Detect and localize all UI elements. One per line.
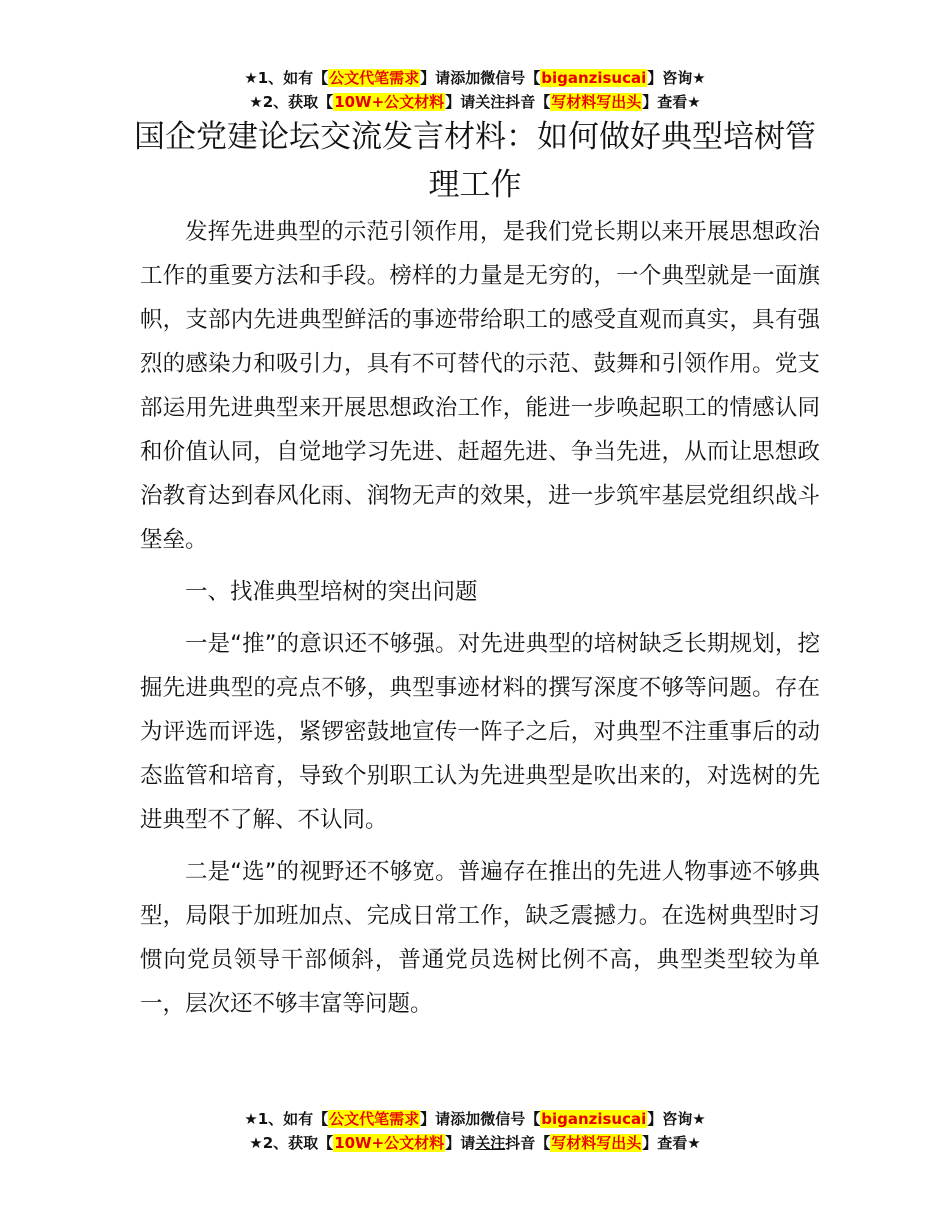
banner-text: 】查看★ [642, 93, 701, 111]
banner-line-2 [0, 1131, 950, 1155]
banner-line-2 [0, 90, 950, 114]
banner-highlight: 公文代笔需求 [329, 1110, 420, 1128]
banner-highlight: 10W+公文材料 [334, 1134, 445, 1152]
page-title: 国企党建论坛交流发言材料：如何做好典型培树管理工作 [134, 119, 816, 203]
banner-emphasis: 添加 [450, 1110, 481, 1128]
banner-highlight: 写材料写出头 [551, 93, 642, 111]
banner-text: 】请 [420, 1110, 451, 1128]
banner-line-1 [0, 66, 950, 90]
banner-emphasis: 关注 [475, 93, 506, 111]
section-heading: 一、找准典型培树的突出问题 [185, 579, 478, 605]
banner-text: 】查看★ [642, 1134, 701, 1152]
banner-text: 】请 [420, 69, 451, 87]
banner-text: ★2、获取【 [249, 1134, 334, 1152]
banner-text: 】请 [445, 93, 476, 111]
banner-text: 】请 [445, 1134, 476, 1152]
banner-highlight: biganzisucai [541, 1110, 647, 1128]
banner-text: 抖音【 [505, 1134, 551, 1152]
header-banner [0, 66, 950, 114]
banner-text: ★1、如有【 [244, 1110, 329, 1128]
banner-text: 微信号【 [480, 69, 541, 87]
banner-highlight: 写材料写出头 [551, 1134, 642, 1152]
banner-emphasis: 关注 [475, 1134, 506, 1152]
banner-emphasis: 添加 [450, 69, 481, 87]
banner-text: 】咨询★ [647, 69, 706, 87]
document-body [140, 210, 820, 1034]
banner-line-1 [0, 1107, 950, 1131]
banner-highlight: 10W+公文材料 [334, 93, 445, 111]
paragraph: 二是“选”的视野还不够宽。普遍存在推出的先进人物事迹不够典型，局限于加班加点、完成日常工作，缺乏震撼力。在选树典型时习惯向党员领导干部倾斜，普通党员选树比例不高，典型类型较为单一，层次还不够丰富等问题。 [140, 859, 820, 1017]
paragraph: 一是“推”的意识还不够强。对先进典型的培树缺乏长期规划，挖掘先进典型的亮点不够，典型事迹材料的撰写深度不够等问题。存在为评选而评选，紧锣密鼓地宣传一阵子之后，对典型不注重事后的动态监管和培育，导致个别职工认为先进典型是吹出来的，对选树的先进典型不了解、不认同。 [140, 631, 820, 833]
banner-text: 】咨询★ [647, 1110, 706, 1128]
banner-text: ★1、如有【 [244, 69, 329, 87]
banner-highlight: 公文代笔需求 [329, 69, 420, 87]
banner-text: 微信号【 [480, 1110, 541, 1128]
paragraph: 发挥先进典型的示范引领作用，是我们党长期以来开展思想政治工作的重要方法和手段。榜样的力量是无穷的，一个典型就是一面旗帜，支部内先进典型鲜活的事迹带给职工的感受直观而真实，具有强烈的感染力和吸引力，具有不可替代的示范、鼓舞和引领作用。党支部运用先进典型来开展思想政治工作，能进一步唤起职工的情感认同和价值认同，自觉地学习先进、赶超先进、争当先进，从而让思想政治教育达到春风化雨、润物无声的效果，进一步筑牢基层党组织战斗堡垒。 [140, 219, 820, 553]
banner-text: ★2、获取【 [249, 93, 334, 111]
banner-highlight: biganzisucai [541, 69, 647, 87]
banner-text: 抖音【 [505, 93, 551, 111]
footer-banner [0, 1107, 950, 1155]
